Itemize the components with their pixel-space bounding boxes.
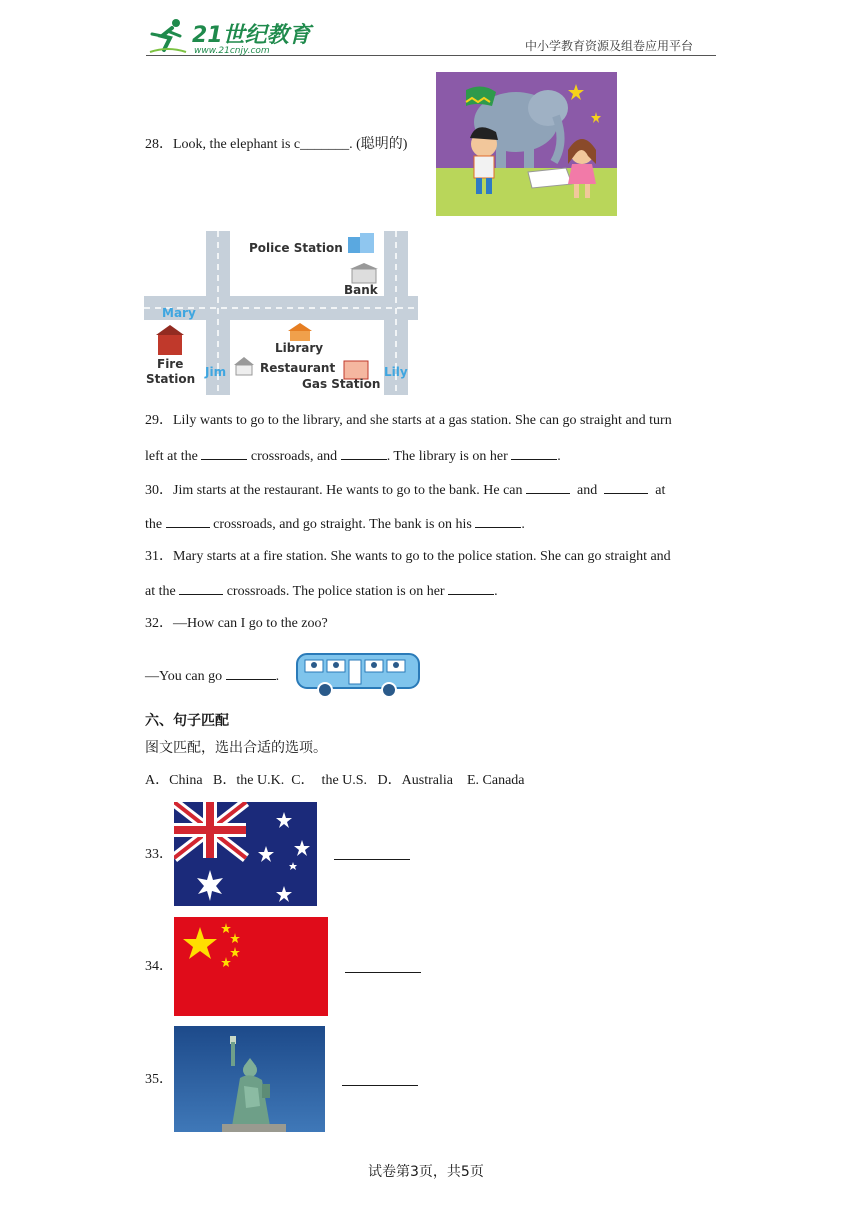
logo-text: 21世纪教育 [192, 23, 311, 48]
q29-blank-3[interactable] [511, 445, 557, 460]
map-label-gas-station: Gas Station [302, 377, 381, 391]
map-label-police-station: Police Station [249, 241, 343, 255]
q30-blank-4[interactable] [475, 513, 521, 528]
question-29-line1: 29．Lily wants to go to the library, and she starts at a gas station. She can go straight and turn [145, 413, 672, 428]
q29-text-c: . The library is on her [386, 449, 508, 464]
map-label-mary: Mary [162, 306, 196, 320]
china-flag [174, 917, 328, 1016]
map-label-fire: Fire [157, 357, 184, 371]
australia-flag [174, 802, 317, 906]
q32-text-b: . [275, 669, 280, 684]
q29-text-b: crossroads, and [250, 449, 338, 464]
section-6-title: 六、句子匹配 [145, 713, 229, 729]
q32-blank-1[interactable] [226, 665, 276, 680]
question-34-number: 34． [145, 959, 173, 974]
question-28: 28．Look, the elephant is c_______. (聪明的) [145, 137, 408, 152]
q30-text-b: and [577, 483, 598, 498]
q30-text-c: at [655, 483, 666, 498]
q32-text-a: —You can go [145, 669, 223, 684]
map-label-station: Station [146, 372, 196, 386]
page-footer: 试卷第3页，共5页 [368, 1164, 484, 1180]
q31-text-b: crossroads. The police station is on her [226, 584, 445, 599]
q30-blank-2[interactable] [604, 479, 648, 494]
q31-blank-2[interactable] [448, 580, 494, 595]
map-label-bank: Bank [344, 283, 378, 297]
question-30-line2 [145, 513, 525, 535]
question-32-line1: 32．—How can I go to the zoo? [145, 616, 328, 631]
question-32-line2 [145, 665, 279, 687]
runner-logo-icon [148, 16, 188, 56]
q31-text-c: . [494, 584, 498, 599]
question-29-line2 [145, 445, 561, 467]
map-label-lily: Lily [384, 365, 408, 379]
question-31-line2 [145, 580, 498, 602]
q33-answer-blank[interactable] [334, 859, 410, 860]
q30-text-e: crossroads, and go straight. The bank is on his [213, 517, 472, 532]
q35-answer-blank[interactable] [342, 1085, 418, 1086]
bus-picture [293, 650, 425, 700]
q29-text-a: left at the [145, 449, 198, 464]
map-label-jim: Jim [205, 365, 227, 379]
q30-blank-3[interactable] [166, 513, 210, 528]
section-6-instruction: 图文匹配，选出合适的选项。 [145, 740, 327, 756]
q29-text-d: . [557, 449, 561, 464]
header-rule [146, 55, 716, 56]
question-30-line1 [145, 479, 665, 501]
q29-blank-1[interactable] [201, 445, 247, 460]
q30-blank-1[interactable] [526, 479, 570, 494]
q29-blank-2[interactable] [341, 445, 387, 460]
header-logo [148, 14, 318, 58]
q30-text-d: the [145, 517, 163, 532]
elephant-picture [436, 72, 617, 216]
logo-url: www.21cnjy.com [194, 46, 270, 56]
section-6-options: A．China B．the U.K. C． the U.S. D．Australia E. Canada [145, 773, 525, 788]
platform-name: 中小学教育资源及组卷应用平台 [525, 39, 694, 53]
q31-blank-1[interactable] [179, 580, 223, 595]
statue-of-liberty-picture [174, 1026, 325, 1132]
question-33-number: 33． [145, 847, 173, 862]
q31-text-a: at the [145, 584, 176, 599]
q30-text-a: 30．Jim starts at the restaurant. He wants to go to the bank. He can [145, 483, 523, 498]
q34-answer-blank[interactable] [345, 972, 421, 973]
question-35-number: 35． [145, 1072, 173, 1087]
question-31-line1: 31．Mary starts at a fire station. She wants to go to the police station. She can go straight and [145, 549, 671, 564]
q30-text-f: . [521, 517, 525, 532]
town-map [144, 231, 418, 395]
map-label-restaurant: Restaurant [260, 361, 336, 375]
map-label-library: Library [275, 341, 324, 355]
